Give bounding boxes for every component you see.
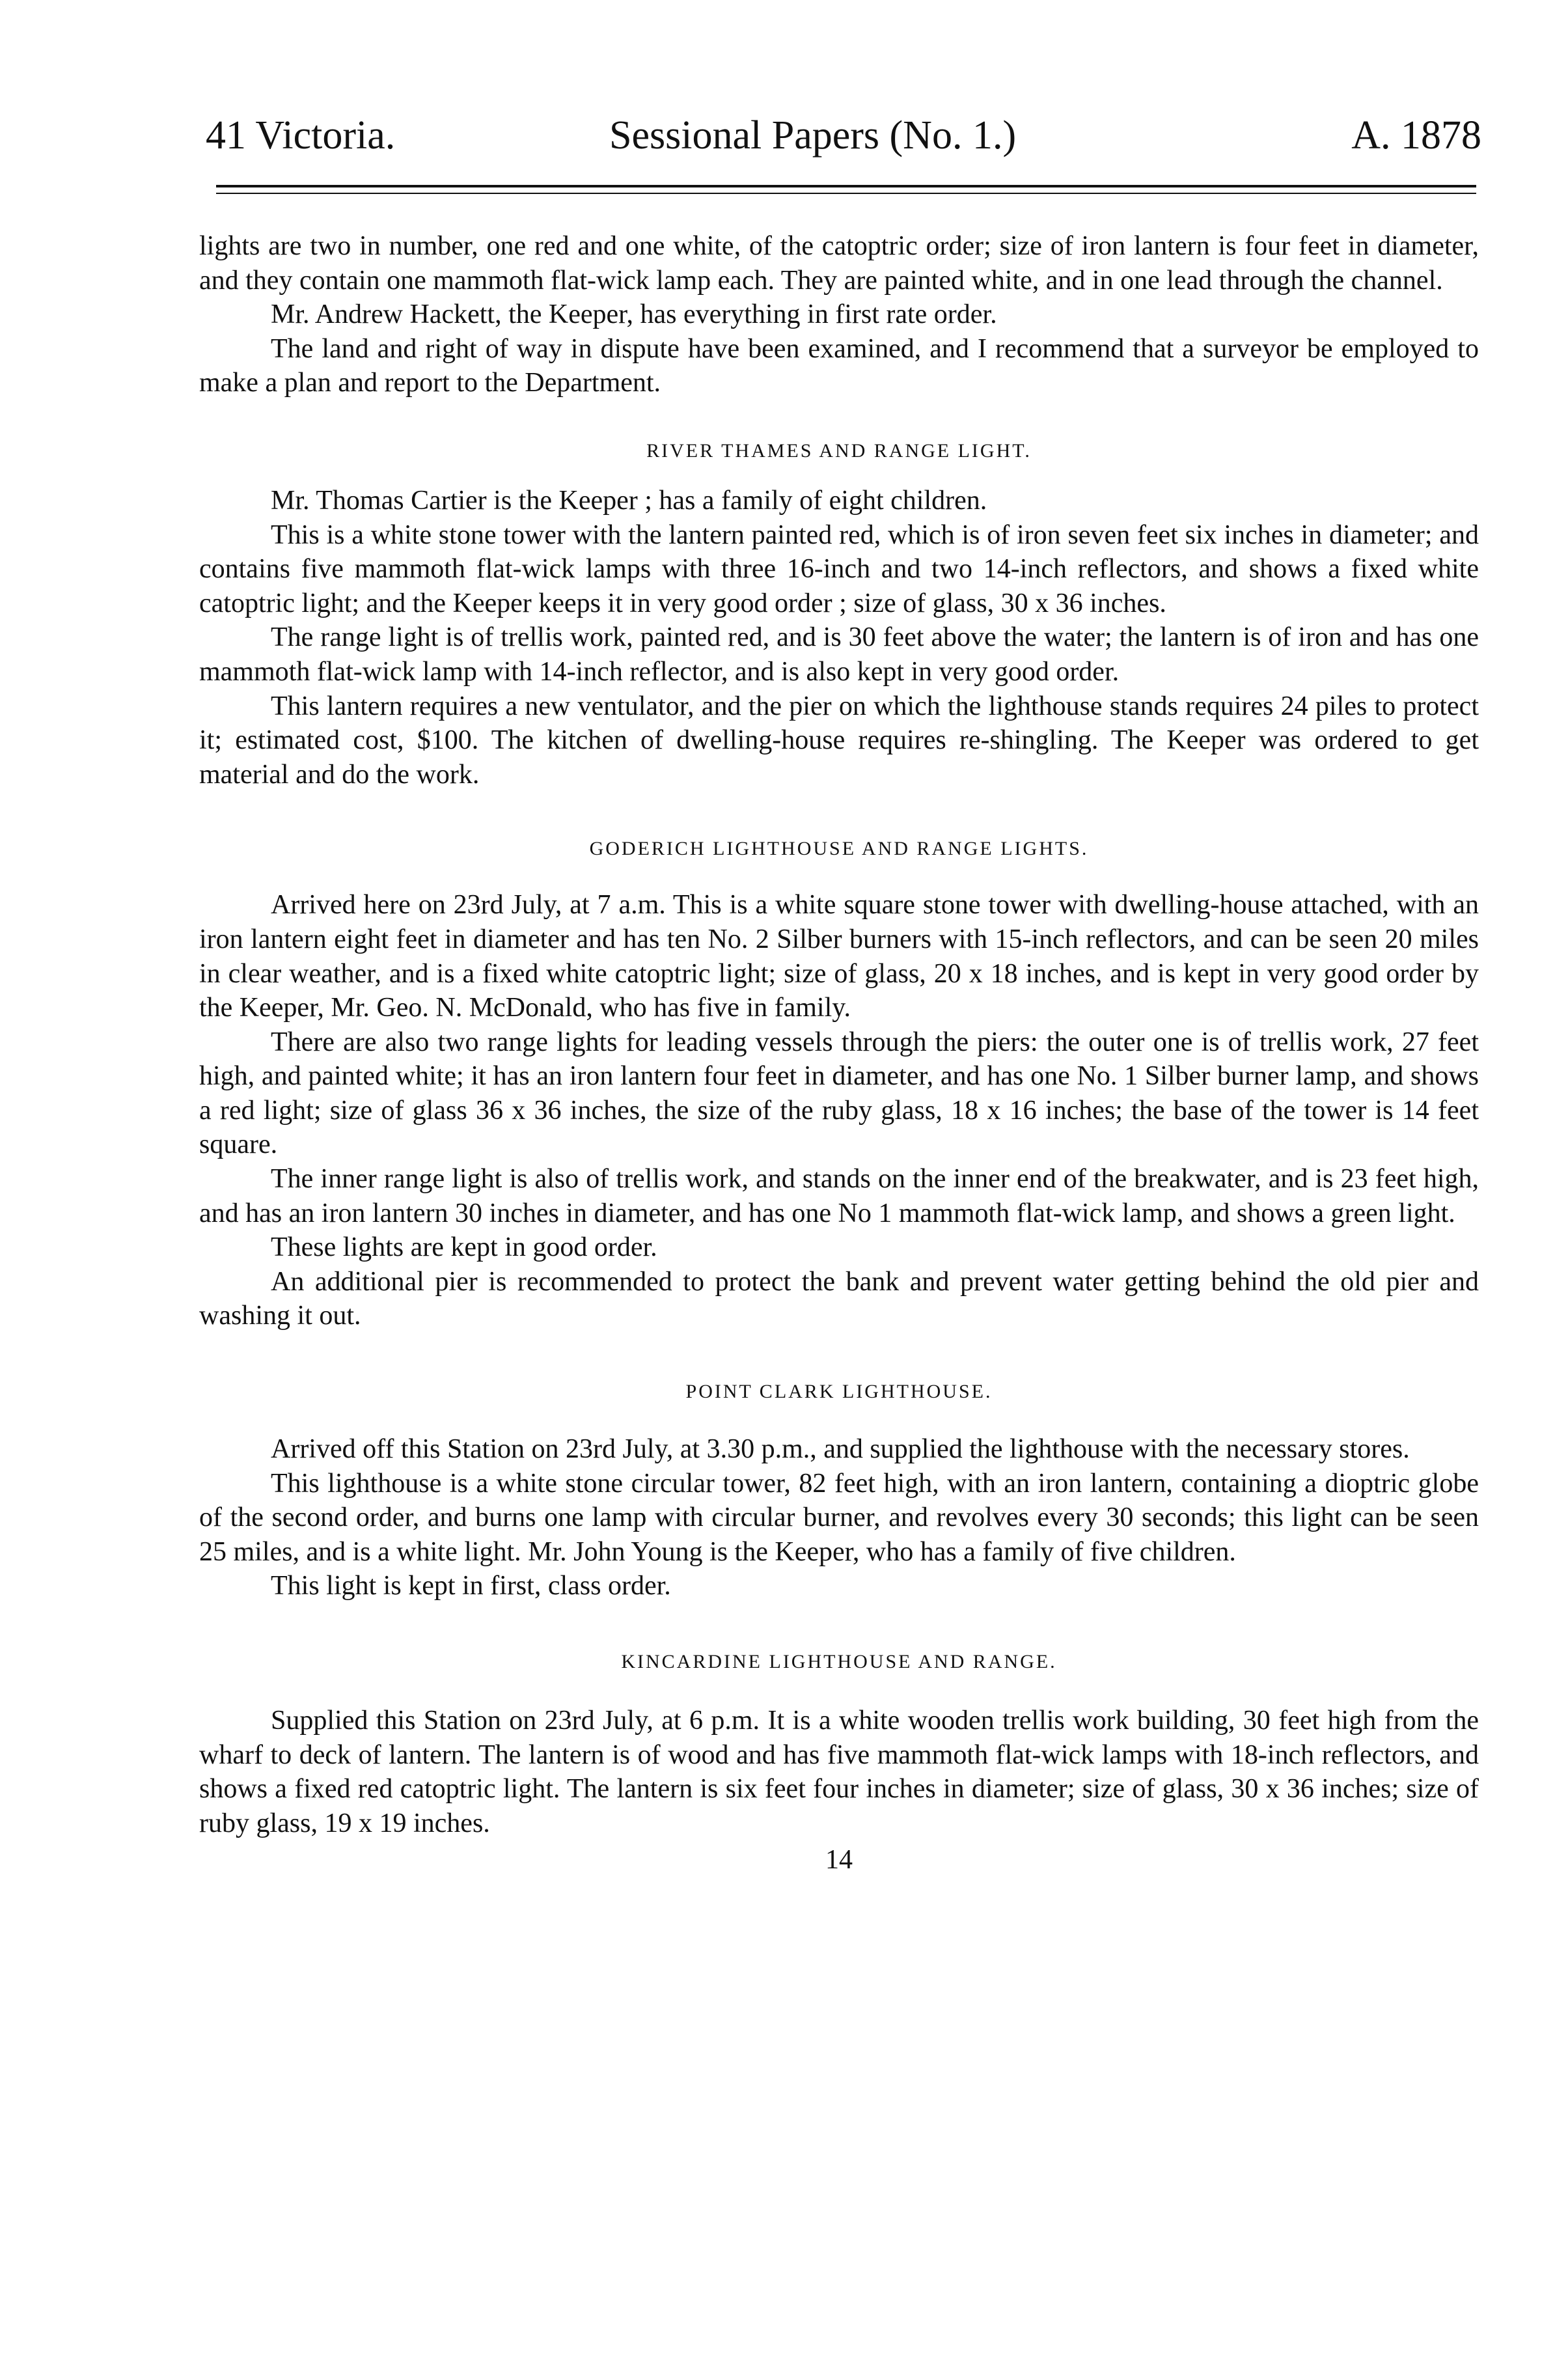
paragraph: The range light is of trellis work, painted red, and is 30 feet above the water; the lantern is of iron and has one mammoth flat-wick lamp with 14-inch reflector, and is also kept in very good order. (199, 622, 1479, 687)
paragraph: lights are two in number, one red and one white, of the catoptric order; size of iron lantern is four feet in diameter, and they contain one mammoth flat-wick lamp each. They are painted white, and in one lead through the channel. (199, 231, 1479, 296)
page-number: 14 (825, 1845, 853, 1876)
paragraph: An additional pier is recommended to protect the bank and prevent water getting behind the old pier and washing it out. (199, 1266, 1479, 1331)
section-heading-kincardine: KINCARDINE LIGHTHOUSE AND RANGE. (621, 1651, 1057, 1672)
header-title: Sessional Papers (No. 1.) (609, 113, 1017, 158)
paragraph: The land and right of way in dispute have been examined, and I recommend that a surveyor be employed to make a plan and report to the Department. (199, 333, 1479, 398)
running-header (206, 109, 1481, 161)
paragraph: This lighthouse is a white stone circular tower, 82 feet high, with an iron lantern, containing a dioptric globe of the second order, and burns one lamp with circular burner, and revolves every 30 seconds; this light can be seen 25 miles, and is a white light. Mr. John Young is the Keeper, who has a family of five children. (199, 1468, 1479, 1567)
header-volume: 41 Victoria. (206, 113, 396, 158)
paragraph: These lights are kept in good order. (271, 1232, 657, 1263)
header-rule-thin (216, 193, 1476, 194)
paragraph: Mr. Andrew Hackett, the Keeper, has everything in first rate order. (271, 299, 997, 330)
paragraph: Mr. Thomas Cartier is the Keeper ; has a family of eight children. (271, 485, 987, 516)
section-heading-river-thames: RIVER THAMES AND RANGE LIGHT. (646, 439, 1032, 462)
paragraph: The inner range light is also of trellis work, and stands on the inner end of the breakwater, and is 23 feet high, and has an iron lantern 30 inches in diameter, and has one No 1 mammoth flat-wick lamp, and shows a green light. (199, 1164, 1479, 1228)
paragraph: This lantern requires a new ventulator, and the pier on which the lighthouse stands requires 24 piles to protect it; estimated cost, $100. The kitchen of dwelling-house requires re-shingling. The Keeper was ordered to get material and do the work. (199, 691, 1479, 790)
header-rule-thick (216, 185, 1476, 187)
header-year: A. 1878 (1351, 113, 1481, 158)
section-heading-point-clark: POINT CLARK LIGHTHOUSE. (685, 1381, 993, 1403)
document-body (199, 229, 1479, 1877)
paragraph: This light is kept in first, class order. (271, 1571, 671, 1601)
section-heading-goderich: GODERICH LIGHTHOUSE AND RANGE LIGHTS. (589, 838, 1089, 860)
paragraph: This is a white stone tower with the lantern painted red, which is of iron seven feet six inches in diameter; and contains five mammoth flat-wick lamps with three 16-inch and two 14-inch reflectors, and shows a fixed white catoptric light; and the Keeper keeps it in very good order ; size of glass, 30 x 36 inches. (199, 519, 1479, 618)
paragraph: Arrived here on 23rd July, at 7 a.m. This is a white square stone tower with dwelling-house attached, with an iron lantern eight feet in diameter and has ten No. 2 Silber burners with 15-inch reflectors, and can be seen 20 miles in clear weather, and is a fixed white catoptric light; size of glass, 20 x 18 inches, and is kept in very good order by the Keeper, Mr. Geo. N. McDonald, who has five in family. (199, 890, 1479, 1023)
paragraph: Arrived off this Station on 23rd July, at 3.30 p.m., and supplied the lighthouse with the necessary stores. (271, 1434, 1410, 1465)
paragraph: There are also two range lights for leading vessels through the piers: the outer one is of trellis work, 27 feet high, and painted white; it has an iron lantern four feet in diameter, and has one No. 1 Silber burner lamp, and shows a red light; size of glass 36 x 36 inches, the size of the ruby glass, 18 x 16 inches; the base of the tower is 14 feet square. (199, 1027, 1479, 1160)
paragraph: Supplied this Station on 23rd July, at 6 p.m. It is a white wooden trellis work building, 30 feet high from the wharf to deck of lantern. The lantern is of wood and has five mammoth flat-wick lamps with 18-inch reflectors, and shows a fixed red catoptric light. The lantern is six feet four inches in diameter; size of glass, 30 x 36 inches; size of ruby glass, 19 x 19 inches. (199, 1706, 1479, 1838)
